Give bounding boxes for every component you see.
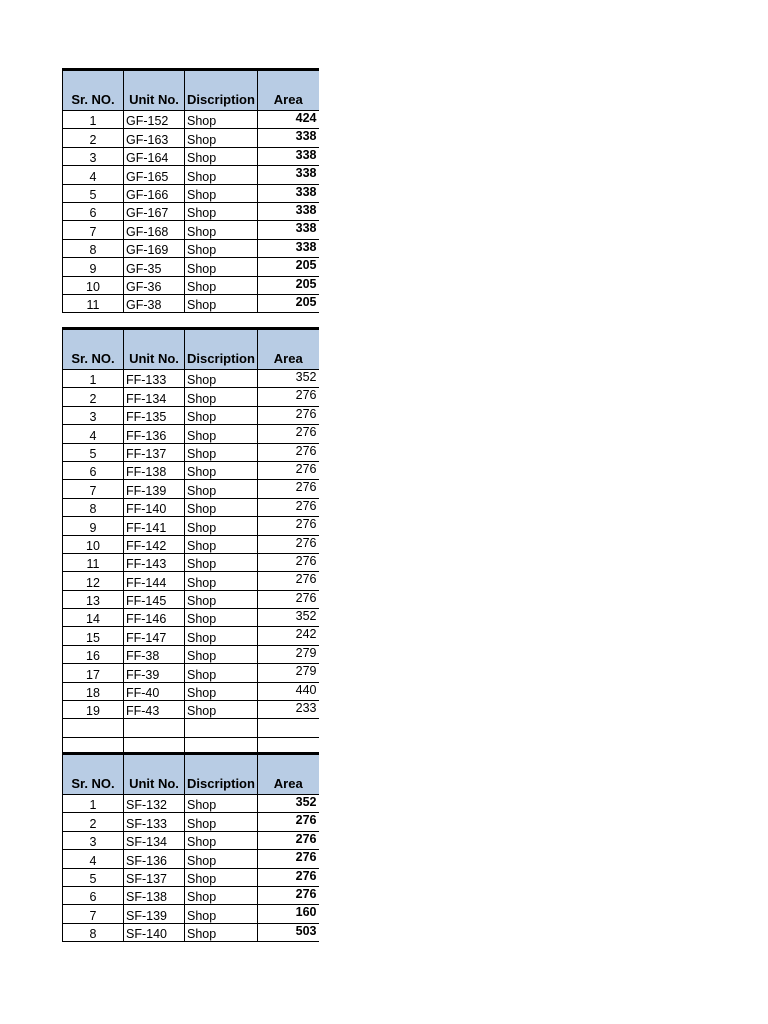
table-row <box>63 645 319 663</box>
description-cell[interactable]: Shop <box>185 258 258 276</box>
sr-no-cell[interactable]: 13 <box>63 590 124 608</box>
area-cell[interactable]: 276 <box>258 388 319 406</box>
table-row <box>63 868 319 886</box>
header-row <box>63 754 319 795</box>
area-cell[interactable]: 424 <box>258 111 319 129</box>
description-cell[interactable]: Shop <box>185 553 258 571</box>
table-row <box>63 831 319 849</box>
description-header: Discription <box>185 70 258 111</box>
description-cell[interactable]: Shop <box>185 572 258 590</box>
table-row <box>63 147 319 165</box>
empty-row <box>63 719 319 737</box>
description-header: Discription <box>185 754 258 795</box>
description-cell[interactable]: Shop <box>185 850 258 868</box>
unit-no-cell[interactable]: FF-38 <box>124 645 185 663</box>
unit-no-cell[interactable]: GF-164 <box>124 147 185 165</box>
table-row <box>63 609 319 627</box>
sr-no-cell[interactable]: 10 <box>63 276 124 294</box>
description-cell[interactable]: Shop <box>185 645 258 663</box>
unit-no-cell[interactable]: SF-139 <box>124 905 185 923</box>
area-cell[interactable]: 276 <box>258 831 319 849</box>
table-row <box>63 627 319 645</box>
unit-no-cell[interactable]: GF-38 <box>124 294 185 312</box>
description-cell[interactable]: Shop <box>185 813 258 831</box>
description-cell[interactable]: Shop <box>185 831 258 849</box>
table-row <box>63 480 319 498</box>
area-cell[interactable]: 338 <box>258 184 319 202</box>
description-cell[interactable]: Shop <box>185 461 258 479</box>
description-cell[interactable]: Shop <box>185 664 258 682</box>
sr-no-cell[interactable]: 4 <box>63 166 124 184</box>
table-row <box>63 813 319 831</box>
area-cell[interactable]: 276 <box>258 850 319 868</box>
sr-no-cell[interactable]: 2 <box>63 388 124 406</box>
sr-no-cell[interactable]: 1 <box>63 111 124 129</box>
area-cell[interactable]: 352 <box>258 795 319 813</box>
table-row <box>63 276 319 294</box>
table-row <box>63 166 319 184</box>
description-cell[interactable]: Shop <box>185 868 258 886</box>
table-row <box>63 923 319 941</box>
unit-no-cell[interactable]: GF-168 <box>124 221 185 239</box>
area-cell[interactable]: 338 <box>258 202 319 220</box>
sr-no-cell[interactable]: 5 <box>63 184 124 202</box>
sr-no-cell[interactable]: 8 <box>63 498 124 516</box>
area-cell[interactable]: 338 <box>258 147 319 165</box>
description-cell[interactable]: Shop <box>185 239 258 257</box>
description-cell[interactable]: Shop <box>185 406 258 424</box>
unit-no-cell[interactable]: FF-147 <box>124 627 185 645</box>
area-cell[interactable]: 440 <box>258 682 319 700</box>
unit-no-cell[interactable]: GF-169 <box>124 239 185 257</box>
sr-no-cell[interactable]: 16 <box>63 645 124 663</box>
table-row <box>63 221 319 239</box>
first-floor-table <box>62 327 319 756</box>
unit-no-cell[interactable]: FF-135 <box>124 406 185 424</box>
empty-cell[interactable] <box>258 719 319 737</box>
area-cell[interactable]: 338 <box>258 221 319 239</box>
area-cell[interactable]: 233 <box>258 701 319 719</box>
unit-no-cell[interactable]: GF-36 <box>124 276 185 294</box>
unit-no-header: Unit No. <box>124 70 185 111</box>
area-cell[interactable]: 276 <box>258 572 319 590</box>
area-cell[interactable]: 276 <box>258 406 319 424</box>
description-cell[interactable]: Shop <box>185 627 258 645</box>
area-cell[interactable]: 276 <box>258 480 319 498</box>
area-cell[interactable]: 352 <box>258 370 319 388</box>
unit-no-cell[interactable]: FF-133 <box>124 370 185 388</box>
table-row <box>63 905 319 923</box>
table-row <box>63 443 319 461</box>
area-cell[interactable]: 276 <box>258 868 319 886</box>
table-row <box>63 461 319 479</box>
sr-no-cell[interactable]: 2 <box>63 129 124 147</box>
description-cell[interactable]: Shop <box>185 443 258 461</box>
unit-no-cell[interactable]: FF-141 <box>124 517 185 535</box>
table-row <box>63 294 319 312</box>
sr-no-cell[interactable]: 8 <box>63 923 124 941</box>
sr-no-cell[interactable]: 9 <box>63 258 124 276</box>
area-cell[interactable]: 205 <box>258 276 319 294</box>
sr-no-cell[interactable]: 14 <box>63 609 124 627</box>
table-row <box>63 370 319 388</box>
sr-no-cell[interactable]: 4 <box>63 850 124 868</box>
table-row <box>63 572 319 590</box>
sr-no-cell[interactable]: 11 <box>63 294 124 312</box>
sr-no-cell[interactable]: 5 <box>63 868 124 886</box>
table-row <box>63 850 319 868</box>
unit-no-cell[interactable]: FF-134 <box>124 388 185 406</box>
description-cell[interactable]: Shop <box>185 166 258 184</box>
header-row <box>63 70 319 111</box>
sr-no-cell[interactable]: 7 <box>63 480 124 498</box>
unit-no-cell[interactable]: FF-136 <box>124 425 185 443</box>
sr-no-cell[interactable]: 9 <box>63 517 124 535</box>
area-cell[interactable]: 276 <box>258 535 319 553</box>
sr-no-header: Sr. NO. <box>63 754 124 795</box>
description-cell[interactable]: Shop <box>185 886 258 904</box>
empty-cell[interactable] <box>185 719 258 737</box>
unit-no-cell[interactable]: FF-139 <box>124 480 185 498</box>
description-cell[interactable]: Shop <box>185 147 258 165</box>
area-cell[interactable]: 276 <box>258 813 319 831</box>
description-cell[interactable]: Shop <box>185 221 258 239</box>
area-cell[interactable]: 276 <box>258 443 319 461</box>
description-cell[interactable]: Shop <box>185 129 258 147</box>
description-cell[interactable]: Shop <box>185 425 258 443</box>
empty-cell[interactable] <box>63 719 124 737</box>
sr-no-header: Sr. NO. <box>63 70 124 111</box>
table-row <box>63 406 319 424</box>
table-row <box>63 886 319 904</box>
area-cell[interactable]: 276 <box>258 886 319 904</box>
area-cell[interactable]: 205 <box>258 294 319 312</box>
description-header: Discription <box>185 329 258 370</box>
sr-no-cell[interactable]: 3 <box>63 831 124 849</box>
table-row <box>63 498 319 516</box>
area-cell[interactable]: 338 <box>258 239 319 257</box>
description-cell[interactable]: Shop <box>185 294 258 312</box>
area-cell[interactable]: 276 <box>258 461 319 479</box>
sr-no-cell[interactable]: 12 <box>63 572 124 590</box>
area-header: Area <box>258 754 319 795</box>
sr-no-cell[interactable]: 7 <box>63 221 124 239</box>
sr-no-cell[interactable]: 3 <box>63 406 124 424</box>
area-cell[interactable]: 276 <box>258 553 319 571</box>
table-row <box>63 590 319 608</box>
table-row <box>63 535 319 553</box>
unit-no-cell[interactable]: SF-133 <box>124 813 185 831</box>
description-cell[interactable]: Shop <box>185 682 258 700</box>
unit-no-cell[interactable]: SF-136 <box>124 850 185 868</box>
sr-no-cell[interactable]: 15 <box>63 627 124 645</box>
unit-no-cell[interactable]: GF-35 <box>124 258 185 276</box>
unit-no-header: Unit No. <box>124 754 185 795</box>
sr-no-cell[interactable]: 5 <box>63 443 124 461</box>
area-cell[interactable]: 352 <box>258 609 319 627</box>
unit-no-cell[interactable]: FF-145 <box>124 590 185 608</box>
sr-no-cell[interactable]: 2 <box>63 813 124 831</box>
table-row <box>63 239 319 257</box>
sr-no-cell[interactable]: 8 <box>63 239 124 257</box>
description-cell[interactable]: Shop <box>185 370 258 388</box>
ground-floor-table <box>62 68 319 313</box>
unit-no-cell[interactable]: SF-134 <box>124 831 185 849</box>
area-cell[interactable]: 276 <box>258 517 319 535</box>
sr-no-cell[interactable]: 19 <box>63 701 124 719</box>
description-cell[interactable]: Shop <box>185 111 258 129</box>
sr-no-cell[interactable]: 6 <box>63 886 124 904</box>
table-row <box>63 517 319 535</box>
table-row <box>63 129 319 147</box>
sr-no-cell[interactable]: 3 <box>63 147 124 165</box>
description-cell[interactable]: Shop <box>185 184 258 202</box>
area-cell[interactable]: 338 <box>258 129 319 147</box>
table-row <box>63 258 319 276</box>
unit-no-cell[interactable]: FF-40 <box>124 682 185 700</box>
unit-no-cell[interactable]: SF-132 <box>124 795 185 813</box>
table-row <box>63 701 319 719</box>
area-cell[interactable]: 160 <box>258 905 319 923</box>
table-row <box>63 664 319 682</box>
sr-no-cell[interactable]: 11 <box>63 553 124 571</box>
description-cell[interactable]: Shop <box>185 498 258 516</box>
unit-no-cell[interactable]: GF-165 <box>124 166 185 184</box>
area-cell[interactable]: 503 <box>258 923 319 941</box>
unit-no-cell[interactable]: GF-166 <box>124 184 185 202</box>
second-floor-table <box>62 752 319 942</box>
table-row <box>63 184 319 202</box>
area-cell[interactable]: 276 <box>258 590 319 608</box>
sr-no-cell[interactable]: 1 <box>63 370 124 388</box>
area-header: Area <box>258 70 319 111</box>
unit-no-cell[interactable]: FF-144 <box>124 572 185 590</box>
description-cell[interactable]: Shop <box>185 923 258 941</box>
sr-no-cell[interactable]: 6 <box>63 202 124 220</box>
sr-no-cell[interactable]: 17 <box>63 664 124 682</box>
sr-no-cell[interactable]: 4 <box>63 425 124 443</box>
header-row <box>63 329 319 370</box>
description-cell[interactable]: Shop <box>185 388 258 406</box>
area-cell[interactable]: 276 <box>258 498 319 516</box>
description-cell[interactable]: Shop <box>185 480 258 498</box>
unit-no-cell[interactable]: FF-143 <box>124 553 185 571</box>
sr-no-cell[interactable]: 7 <box>63 905 124 923</box>
description-cell[interactable]: Shop <box>185 701 258 719</box>
unit-no-cell[interactable]: FF-137 <box>124 443 185 461</box>
description-cell[interactable]: Shop <box>185 795 258 813</box>
area-cell[interactable]: 205 <box>258 258 319 276</box>
area-cell[interactable]: 242 <box>258 627 319 645</box>
description-cell[interactable]: Shop <box>185 202 258 220</box>
sr-no-cell[interactable]: 6 <box>63 461 124 479</box>
description-cell[interactable]: Shop <box>185 609 258 627</box>
description-cell[interactable]: Shop <box>185 590 258 608</box>
unit-no-cell[interactable]: SF-140 <box>124 923 185 941</box>
unit-no-cell[interactable]: FF-39 <box>124 664 185 682</box>
area-cell[interactable]: 338 <box>258 166 319 184</box>
table-row <box>63 111 319 129</box>
table-row <box>63 553 319 571</box>
sr-no-cell[interactable]: 10 <box>63 535 124 553</box>
unit-no-cell[interactable]: SF-137 <box>124 868 185 886</box>
sr-no-header: Sr. NO. <box>63 329 124 370</box>
description-cell[interactable]: Shop <box>185 905 258 923</box>
unit-no-header: Unit No. <box>124 329 185 370</box>
table-row <box>63 388 319 406</box>
unit-no-cell[interactable]: GF-152 <box>124 111 185 129</box>
unit-no-cell[interactable]: FF-146 <box>124 609 185 627</box>
table-row <box>63 795 319 813</box>
description-cell[interactable]: Shop <box>185 535 258 553</box>
table-row <box>63 202 319 220</box>
unit-no-cell[interactable]: FF-43 <box>124 701 185 719</box>
unit-no-cell[interactable]: SF-138 <box>124 886 185 904</box>
unit-no-cell[interactable]: FF-138 <box>124 461 185 479</box>
description-cell[interactable]: Shop <box>185 517 258 535</box>
unit-no-cell[interactable]: GF-167 <box>124 202 185 220</box>
sr-no-cell[interactable]: 18 <box>63 682 124 700</box>
unit-no-cell[interactable]: FF-142 <box>124 535 185 553</box>
table-row <box>63 425 319 443</box>
area-cell[interactable]: 279 <box>258 645 319 663</box>
sr-no-cell[interactable]: 1 <box>63 795 124 813</box>
unit-no-cell[interactable]: FF-140 <box>124 498 185 516</box>
unit-no-cell[interactable]: GF-163 <box>124 129 185 147</box>
empty-cell[interactable] <box>124 719 185 737</box>
area-header: Area <box>258 329 319 370</box>
table-row <box>63 682 319 700</box>
area-cell[interactable]: 279 <box>258 664 319 682</box>
description-cell[interactable]: Shop <box>185 276 258 294</box>
area-cell[interactable]: 276 <box>258 425 319 443</box>
